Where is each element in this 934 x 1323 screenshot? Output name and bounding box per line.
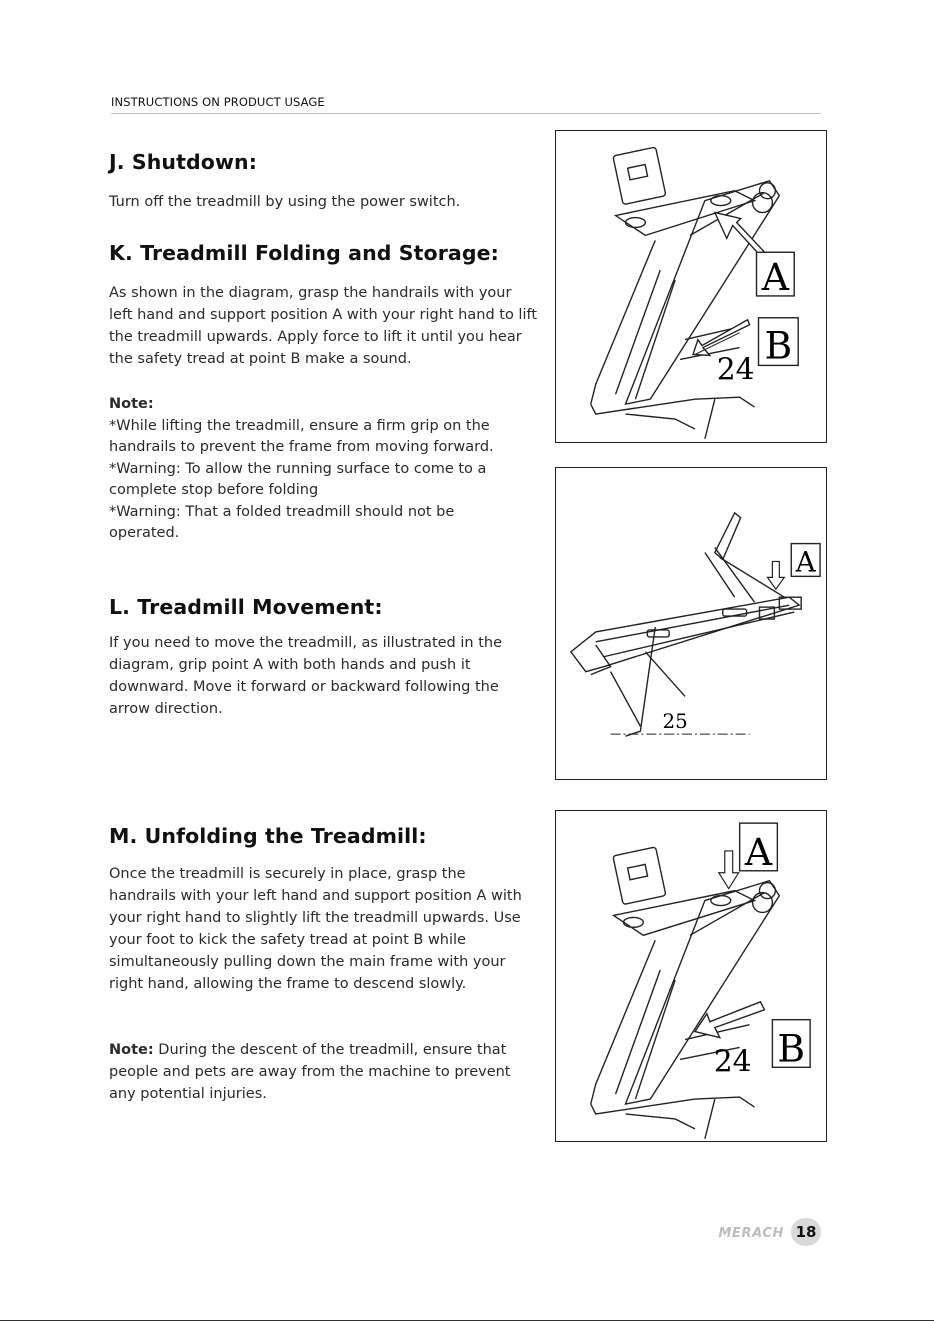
unfolding-point-a-label: A [744,829,773,874]
folding-note-line: *Warning: That a folded treadmill should not be operated. [109,503,455,541]
folding-note-label: Note: [109,396,154,412]
unfolding-diagram-drawing [556,811,826,1141]
movement-body: If you need to move the treadmill, as illustrated in the diagram, grip point A with both hands and push it downward. Move it forward or backward following the arrow direction. [109,635,502,717]
unfolding-part-number: 24 [713,1044,752,1080]
unfolding-point-b-label: B [777,1026,806,1071]
movement-diagram [555,467,827,780]
folding-point-b-label: B [764,323,793,368]
unfolding-note-text: During the descent of the treadmill, ensure that people and pets are away from the machine to prevent any potential injuries. [109,1042,511,1102]
folding-point-a-label: A [761,254,789,299]
unfolding-note [109,1039,534,1105]
folding-note [109,394,529,545]
unfolding-heading: M. Unfolding the Treadmill: [109,824,427,848]
movement-heading: L. Treadmill Movement: [109,595,383,619]
movement-point-a-label: A [795,545,816,579]
folding-note-line: *Warning: To allow the running surface to come to a complete stop before folding [109,460,487,498]
folding-diagram [555,130,827,443]
shutdown-heading: J. Shutdown: [109,150,257,174]
brand-logo: MERACH [718,1226,784,1241]
folding-heading: K. Treadmill Folding and Storage: [109,241,499,265]
folding-body: As shown in the diagram, grasp the handrails with your left hand and support position A with your right hand to lift the treadmill upwards. Apply force to lift it until you hear the safety tread at point B make a sound. [109,285,538,367]
unfolding-note-label: Note: [109,1042,154,1058]
page-number: 18 [791,1218,821,1246]
shutdown-body: Turn off the treadmill by using the power switch. [109,194,461,210]
folding-part-number: 24 [716,352,755,388]
unfolding-body: Once the treadmill is securely in place, grasp the handrails with your left hand and support position A with your right hand to slightly lift the treadmill upwards. Use your foot to kick the safety tread at point B while simultaneously pulling down the main frame with your right hand, allowing the frame to descend slowly. [109,866,522,992]
folding-note-line: *While lifting the treadmill, ensure a firm grip on the handrails to prevent the frame from moving forward. [109,417,494,455]
section-header-label: INSTRUCTIONS ON PRODUCT USAGE [111,95,325,109]
movement-part-number: 25 [662,710,688,734]
unfolding-diagram [555,810,827,1142]
header-divider [111,113,821,114]
folding-diagram-drawing [556,131,826,442]
page-bottom-edge [0,1320,934,1321]
movement-diagram-drawing [556,468,826,779]
